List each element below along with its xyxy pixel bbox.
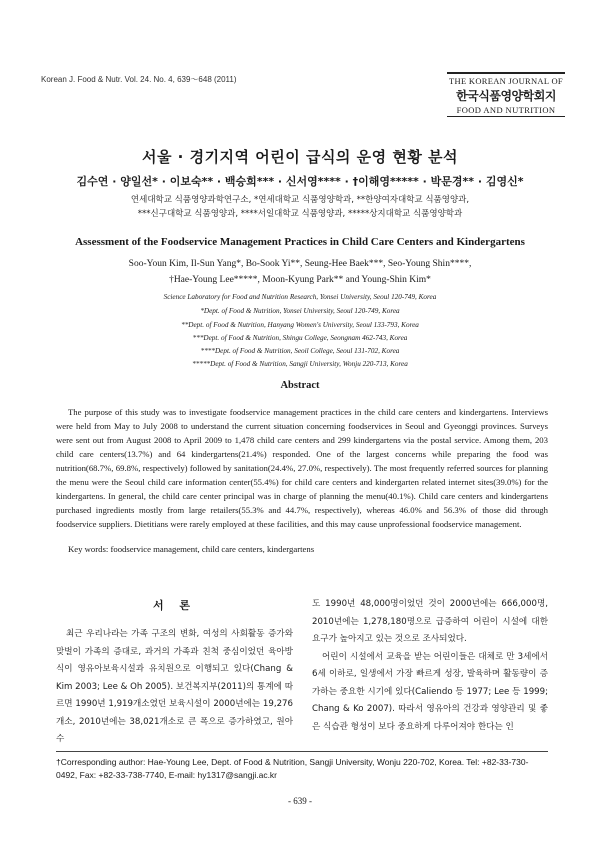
affiliation-english-line: *****Dept. of Food & Nutrition, Sangji University, Wonju 220-713, Korea (192, 360, 408, 368)
affiliation-english-line: Science Laboratory for Food and Nutrition Research, Yonsei University, Seoul 120-749, Korea (163, 293, 437, 301)
body-paragraph: 어린이 시설에서 교육을 받는 어린이들은 대체로 만 3세에서 6세 이하로, 일생에서 가장 빠르게 성장, 발육하며 활동량이 증가하는 중요한 시기에 있다(Caliendo 등 1977; Lee 등 1999; Chang & Ko 2007). 따라서 영유아의 건강과 영양관리 및 좋은 식습관 형성이 보다 중요하게 다루어져야 한다는 인 (312, 651, 548, 732)
journal-name-en-bottom: FOOD AND NUTRITION (456, 105, 556, 115)
corresponding-author-footnote: †Corresponding author: Hae-Young Lee, Dept. of Food & Nutrition, Sangji University, Wonju 220-702, Korea. Tel: +82-33-730-0492, Fax: +82-33-738-7740, E-mail: hy1317@sangji.ac.kr (56, 757, 529, 780)
journal-name-en-top: THE KOREAN JOURNAL OF (449, 76, 563, 86)
authors-english-line: †Hae-Young Lee*****, Moon-Kyung Park** and Young-Shin Kim* (169, 275, 431, 285)
authors-korean: 김수연 · 양일선* · 이보숙** · 백승희*** · 신서영**** · †이해영***** · 박문경** · 김영신* (76, 175, 524, 188)
affiliation-english-line: **Dept. of Food & Nutrition, Hanyang Women's University, Seoul 133-793, Korea (181, 321, 419, 329)
abstract-heading: Abstract (280, 380, 320, 391)
affiliation-korean-line: ***신구대학교 식품영양과, ****서일대학교 식품영양과, *****상지대학교 식품영양학과 (137, 209, 463, 219)
footnote-divider (56, 751, 548, 752)
page-number: - 639 - (288, 796, 312, 806)
affiliation-english-line: ****Dept. of Food & Nutrition, Seoil College, Seoul 131-702, Korea (200, 347, 400, 355)
keywords: Key words: foodservice management, child care centers, kindergartens (68, 544, 315, 554)
title-korean: 서울 · 경기지역 어린이 급식의 운영 현황 분석 (141, 148, 459, 166)
body-column-right (312, 596, 548, 736)
body-paragraph: 도 1990년 48,000명이었던 것이 2000년에는 666,000명, 2010년에는 1,278,180명으로 급증하여 어린이 시설에 대한 요구가 높아지고 있는 것으로 조사되었다. (312, 599, 548, 644)
affiliation-korean-line: 연세대학교 식품영양과학연구소, *연세대학교 식품영양학과, **한양여자대학교 식품영양과, (130, 195, 470, 205)
journal-logo-top-rule (447, 72, 565, 74)
affiliation-english-line: *Dept. of Food & Nutrition, Yonsei University, Seoul 120-749, Korea (200, 307, 400, 315)
body-column-left: 최근 우리나라는 가족 구조의 변화, 여성의 사회활동 증가와 맞벌이 가족의 증대로, 과거의 가족과 친척 중심이었던 육아방식이 영유아보육시설과 유치원으로 이행되고 있다(Chang & Kim 2003; Lee & Oh 2005). 보건복지부(2011)의 통계에 따르면 1990년 1,919개소였던 보육시설이 2000년에는 19,276개소, 2010년에는 38,021개소로 큰 폭으로 증가하였고, 원아 수 (56, 629, 293, 744)
journal-logo-bottom-rule (447, 116, 565, 117)
section-heading-introduction: 서 론 (152, 599, 197, 612)
journal-logo (447, 72, 565, 117)
authors-english-line: Soo-Youn Kim, Il-Sun Yang*, Bo-Sook Yi**, Seung-Hee Baek***, Seo-Young Shin****, (128, 259, 472, 269)
journal-citation: Korean J. Food & Nutr. Vol. 24. No. 4, 639～648 (2011) (41, 75, 237, 84)
journal-name-ko: 한국식품영양학회지 (456, 89, 556, 103)
title-english: Assessment of the Foodservice Management Practices in Child Care Centers and Kindergartens (75, 236, 525, 248)
abstract-body: The purpose of this study was to investigate foodservice management practices in the child care centers and kindergartens. Interviews were held from May to July 2008 to understand the current situation concerning foodservices in Seoul and Gyeonggi provinces. Surveys were sent out from August 2008 to April 2009 to 1,478 child care centers and 299 kindergartens via the postal service. Among them, 203 child care centers(13.7%) and 64 kindergartens(21.4%) responded. One of the largest concerns while preparing the food was nutrition(68.7%, 69.8%, respectively) followed by sanitation(24.4%, 27.0%, respectively). The most frequently referred sources for planning the menu were the Seoul child care information center(55.4%) for child care centers and kindergarten related internet sites(39.0%) for the kindergartens. In general, the child care center principal was in charge of planning the menu(40.1%). Child care centers and kindergartens purchased ingredients mostly from large retailers(55.3% and 44.7%, respectively), whereas 46.0% and 56.3% of those did through foodservice suppliers. Dietitians were rarely employed at these facilities, and this may cause unprofessional foodservice management. (56, 407, 548, 529)
affiliation-english-line: ***Dept. of Food & Nutrition, Shingu College, Seongnam 462-743, Korea (192, 334, 408, 342)
